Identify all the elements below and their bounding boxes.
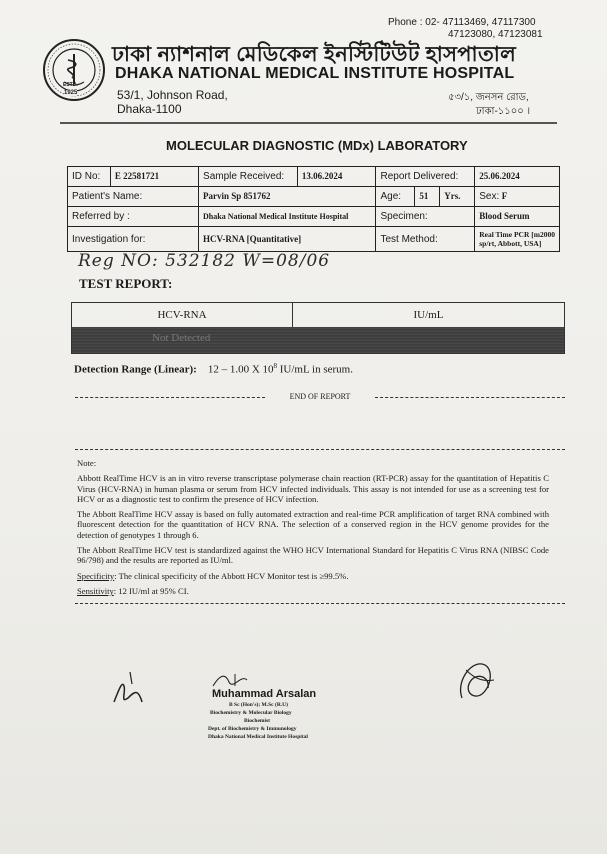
sex-value: F: [501, 191, 508, 201]
notes-paragraph-3: The Abbott RealTime HCV test is standardized against the WHO HCV International Standard for Hepatitis C Virus RNA (NIBSC Code 96/798) and the results are reported as IU/ml.: [77, 545, 549, 566]
notes-sensitivity: [77, 586, 549, 596]
test-method-value-2: sp/rt, Abbott, USA]: [479, 239, 542, 248]
result-value-col1: Not Detected: [152, 332, 211, 344]
hospital-title-bn: ঢাকা ন্যাশনাল মেডিকেল ইনস্টিটিউট হাসপাতাল: [112, 43, 517, 66]
detection-range-suffix: IU/mL in serum.: [277, 363, 353, 376]
end-of-report-line-left: [75, 397, 265, 398]
logo-estd: ESTD.: [63, 82, 78, 88]
info-row-3: [68, 207, 560, 227]
investigation-label: Investigation for:: [72, 233, 146, 245]
sample-received-label: Sample Received:: [203, 171, 285, 182]
investigation-value: HCV-RNA [Quantitative]: [203, 233, 302, 244]
result-value-row: [72, 327, 564, 353]
sex-label: Sex:: [479, 191, 500, 202]
end-of-report-divider: [75, 392, 565, 401]
logo-year: 1925: [64, 90, 78, 96]
hospital-logo: [42, 38, 106, 102]
left-signature: [108, 662, 148, 708]
result-table: [71, 302, 565, 354]
age-value: 51: [419, 191, 429, 201]
info-row-2: [68, 187, 560, 207]
detection-range-prefix: 12 – 1.00 X 10: [207, 363, 274, 376]
specificity-label: Specificity: [77, 570, 115, 581]
id-value: E 22581721: [114, 171, 160, 181]
age-unit: Yrs.: [444, 191, 461, 201]
report-delivered-label: Report Delivered:: [380, 171, 459, 182]
sensitivity-text: : 12 IU/ml at 95% CI.: [113, 585, 189, 596]
signatory-designation: Biochemist: [244, 718, 270, 724]
test-report-heading: TEST REPORT:: [79, 276, 173, 291]
signatory-hospital: Dhaka National Medical Institute Hospital: [208, 734, 308, 740]
phone-line-1: Phone : 02- 47113469, 47117300: [388, 17, 536, 28]
address-bn-line-1: ৫৩/১, জনসন রোড,: [448, 92, 529, 103]
referred-by-value: Dhaka National Medical Institute Hospital: [203, 212, 349, 221]
phone-line-2: 47123080, 47123081: [448, 29, 543, 40]
report-delivered-value: 25.06.2024: [479, 171, 520, 181]
referred-by-label: Referred by :: [72, 211, 130, 222]
end-of-report-line-right: [375, 397, 565, 398]
sensitivity-label: Sensitivity: [77, 585, 114, 596]
age-label: Age:: [380, 191, 402, 202]
specificity-text: : The clinical specificity of the Abbott HCV Monitor test is ≥99.5%.: [114, 570, 349, 581]
id-label: ID No:: [72, 171, 101, 182]
address-line-2: Dhaka-1100: [117, 102, 182, 116]
signatory-department: Biochemistry & Molecular Biology: [210, 710, 292, 716]
detection-range-exp: 8: [273, 362, 278, 370]
notes-paragraph-2: The Abbott RealTime HCV assay is based on fully automated extraction and real-time PCR amplification of target RNA combined with fluorescent detection for the quantitation of HCV RNA. The selection of a conserved region in the HCV genome provides for the detection of genotypes 1 through 6.: [77, 509, 549, 540]
test-method-value-1: Real Time PCR [m2000: [479, 230, 555, 239]
notes-section: [77, 458, 549, 601]
test-method-label: Test Method:: [380, 233, 438, 245]
detection-range: [74, 362, 353, 376]
end-of-report-text: END OF REPORT: [289, 392, 351, 401]
notes-specificity: [77, 571, 549, 581]
header-divider: [60, 122, 557, 124]
notes-divider: [75, 449, 565, 450]
patient-info-table: [67, 166, 560, 252]
result-col1-header: HCV-RNA: [72, 303, 293, 327]
result-col2-header: IU/mL: [413, 309, 444, 321]
specimen-value: Blood Serum: [479, 211, 530, 221]
center-signature-scribble: [205, 668, 335, 690]
lab-title: MOLECULAR DIAGNOSTIC (MDx) LABORATORY: [166, 138, 468, 153]
hospital-title-en: DHAKA NATIONAL MEDICAL INSTITUTE HOSPITAL: [115, 65, 515, 82]
notes-heading: Note:: [77, 458, 97, 468]
right-signature: [452, 652, 500, 708]
address-bn-line-2: ঢাকা-১১০০ ।: [476, 106, 531, 117]
info-row-1: [68, 167, 560, 187]
specimen-label: Specimen:: [380, 211, 428, 222]
patient-name-label: Patient's Name:: [72, 191, 143, 202]
bottom-divider: [75, 603, 565, 604]
signatory-name: Muhammad Arsalan: [212, 688, 317, 700]
patient-name-value: Parvin Sp 851762: [203, 191, 271, 201]
handwritten-reg-note: Reg NO: 532182 W=08/06: [78, 251, 331, 271]
signatory-dept: Dept. of Biochemistry & Immunology: [208, 726, 297, 732]
info-row-4: [68, 227, 560, 252]
detection-range-label: Detection Range (Linear):: [74, 363, 197, 376]
address-line-1: 53/1, Johnson Road,: [117, 88, 228, 102]
notes-paragraph-1: Abbott RealTime HCV is an in vitro reverse transcriptase polymerase chain reaction (RT-PCR) assay for the quantitation of Hepatitis C Virus (HCV-RNA) in human plasma or serum from HCV infected individuals. This assay is not intended for use as a screening test for HCV or as a diagnostic test to confirm the presence of HCV infection.: [77, 473, 549, 504]
signatory-degree: B Sc (Hon's); M.Sc (R.U): [229, 702, 288, 708]
sample-received-value: 13.06.2024: [301, 171, 343, 181]
